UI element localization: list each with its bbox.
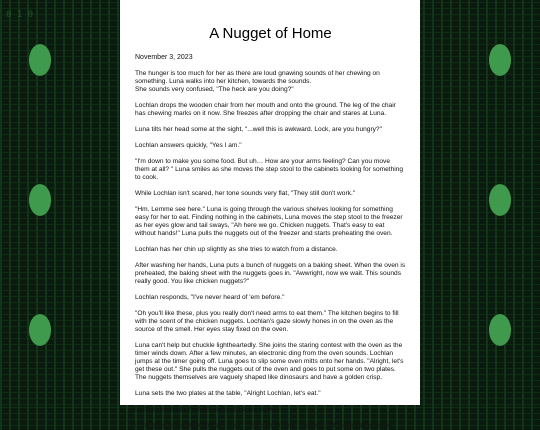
story-paragraph: Lochlan drops the wooden chair from her mouth and onto the ground. The leg of the chair has chewing marks on it now. She freezes after dropping the chair and stares at Luna. [135, 102, 396, 117]
story-paragraph: "Oh you'll like these, plus you really don't need arms to eat them." The kitchen begins to fill with the scent of the chicken nuggets. Lochlan's gaze slowly hones in on the oven as the source of the smell. Her eyes stay fixed on the oven. [135, 310, 399, 333]
story-body [135, 70, 406, 430]
story-paragraph: The hunger is too much for her as there are loud gnawing sounds of her chewing on something. Luna walks into her kitchen, towards the sounds. She sounds very confused, "The heck are you doing?" [135, 70, 380, 93]
story-paragraph: After washing her hands, Luna puts a bunch of nuggets on a baking sheet. When the oven is preheated, the baking sheet with the nuggets goes in. "Awwright, now we wait. This sounds really good. You like chicken nuggets?" [135, 262, 406, 285]
story-paragraph: While Lochlan isn't scared, her tone sounds very flat, "They still don't work." [135, 190, 356, 197]
story-paragraph: Lochlan responds, "I've never heard of 'em before." [135, 294, 285, 301]
story-paragraph: "I'm down to make you some food. But uh… How are your arms feeling? Can you move them at all? " Luna smiles as she moves the step stool to the cabinets looking for something to cook. [135, 158, 404, 181]
story-paragraph: Lochlan has her chin up slightly as she tries to watch from a distance. [135, 246, 338, 253]
story-paragraph: "Hm. Lemme see here." Luna is going through the various shelves looking for something easy for her to eat. Finding nothing in the cabinets, Luna moves the step stool to the freezer as her eyes glow and tail sways, "Ah here we go. Chicken nuggets. That's easy to eat without hands!" Luna pulls the nuggets out of the freezer and starts preheating the oven. [135, 206, 403, 237]
story-paragraph: Luna sets the two plates at the table, "Alright Lochlan, let's eat." [135, 390, 321, 397]
story-page [120, 0, 420, 429]
story-paragraph: Luna can't help but chuckle lightheartedly. She joins the staring contest with the oven as the timer winds down. After a few minutes, an electronic ding from the oven sounds. Lochlan jumps at the timer going off. Luna goes to slip some oven mitts onto her hands. "Alright, let's get these out." She pulls the nuggets out of the oven and goes to put some on two plates. The nuggets themselves are vaguely shaped like dinosaurs and have a golden crisp. [135, 342, 404, 381]
story-date: November 3, 2023 [135, 54, 193, 61]
story-paragraph: Lochlan heads to the table but watches Luna first [135, 406, 279, 413]
story-paragraph: Lochlan answers quickly, "Yes I am." [135, 142, 242, 149]
background-decoration: 0 1 0 [6, 10, 34, 20]
story-title: A Nugget of Home [209, 25, 332, 42]
story-paragraph: Luna goes to the table and sits down. "You can sit here. Honestly, it'll make eating easier [135, 422, 393, 429]
story-paragraph: Luna tilts her head some at the sight, "...well this is awkward. Lock, are you hungry?" [135, 126, 382, 133]
